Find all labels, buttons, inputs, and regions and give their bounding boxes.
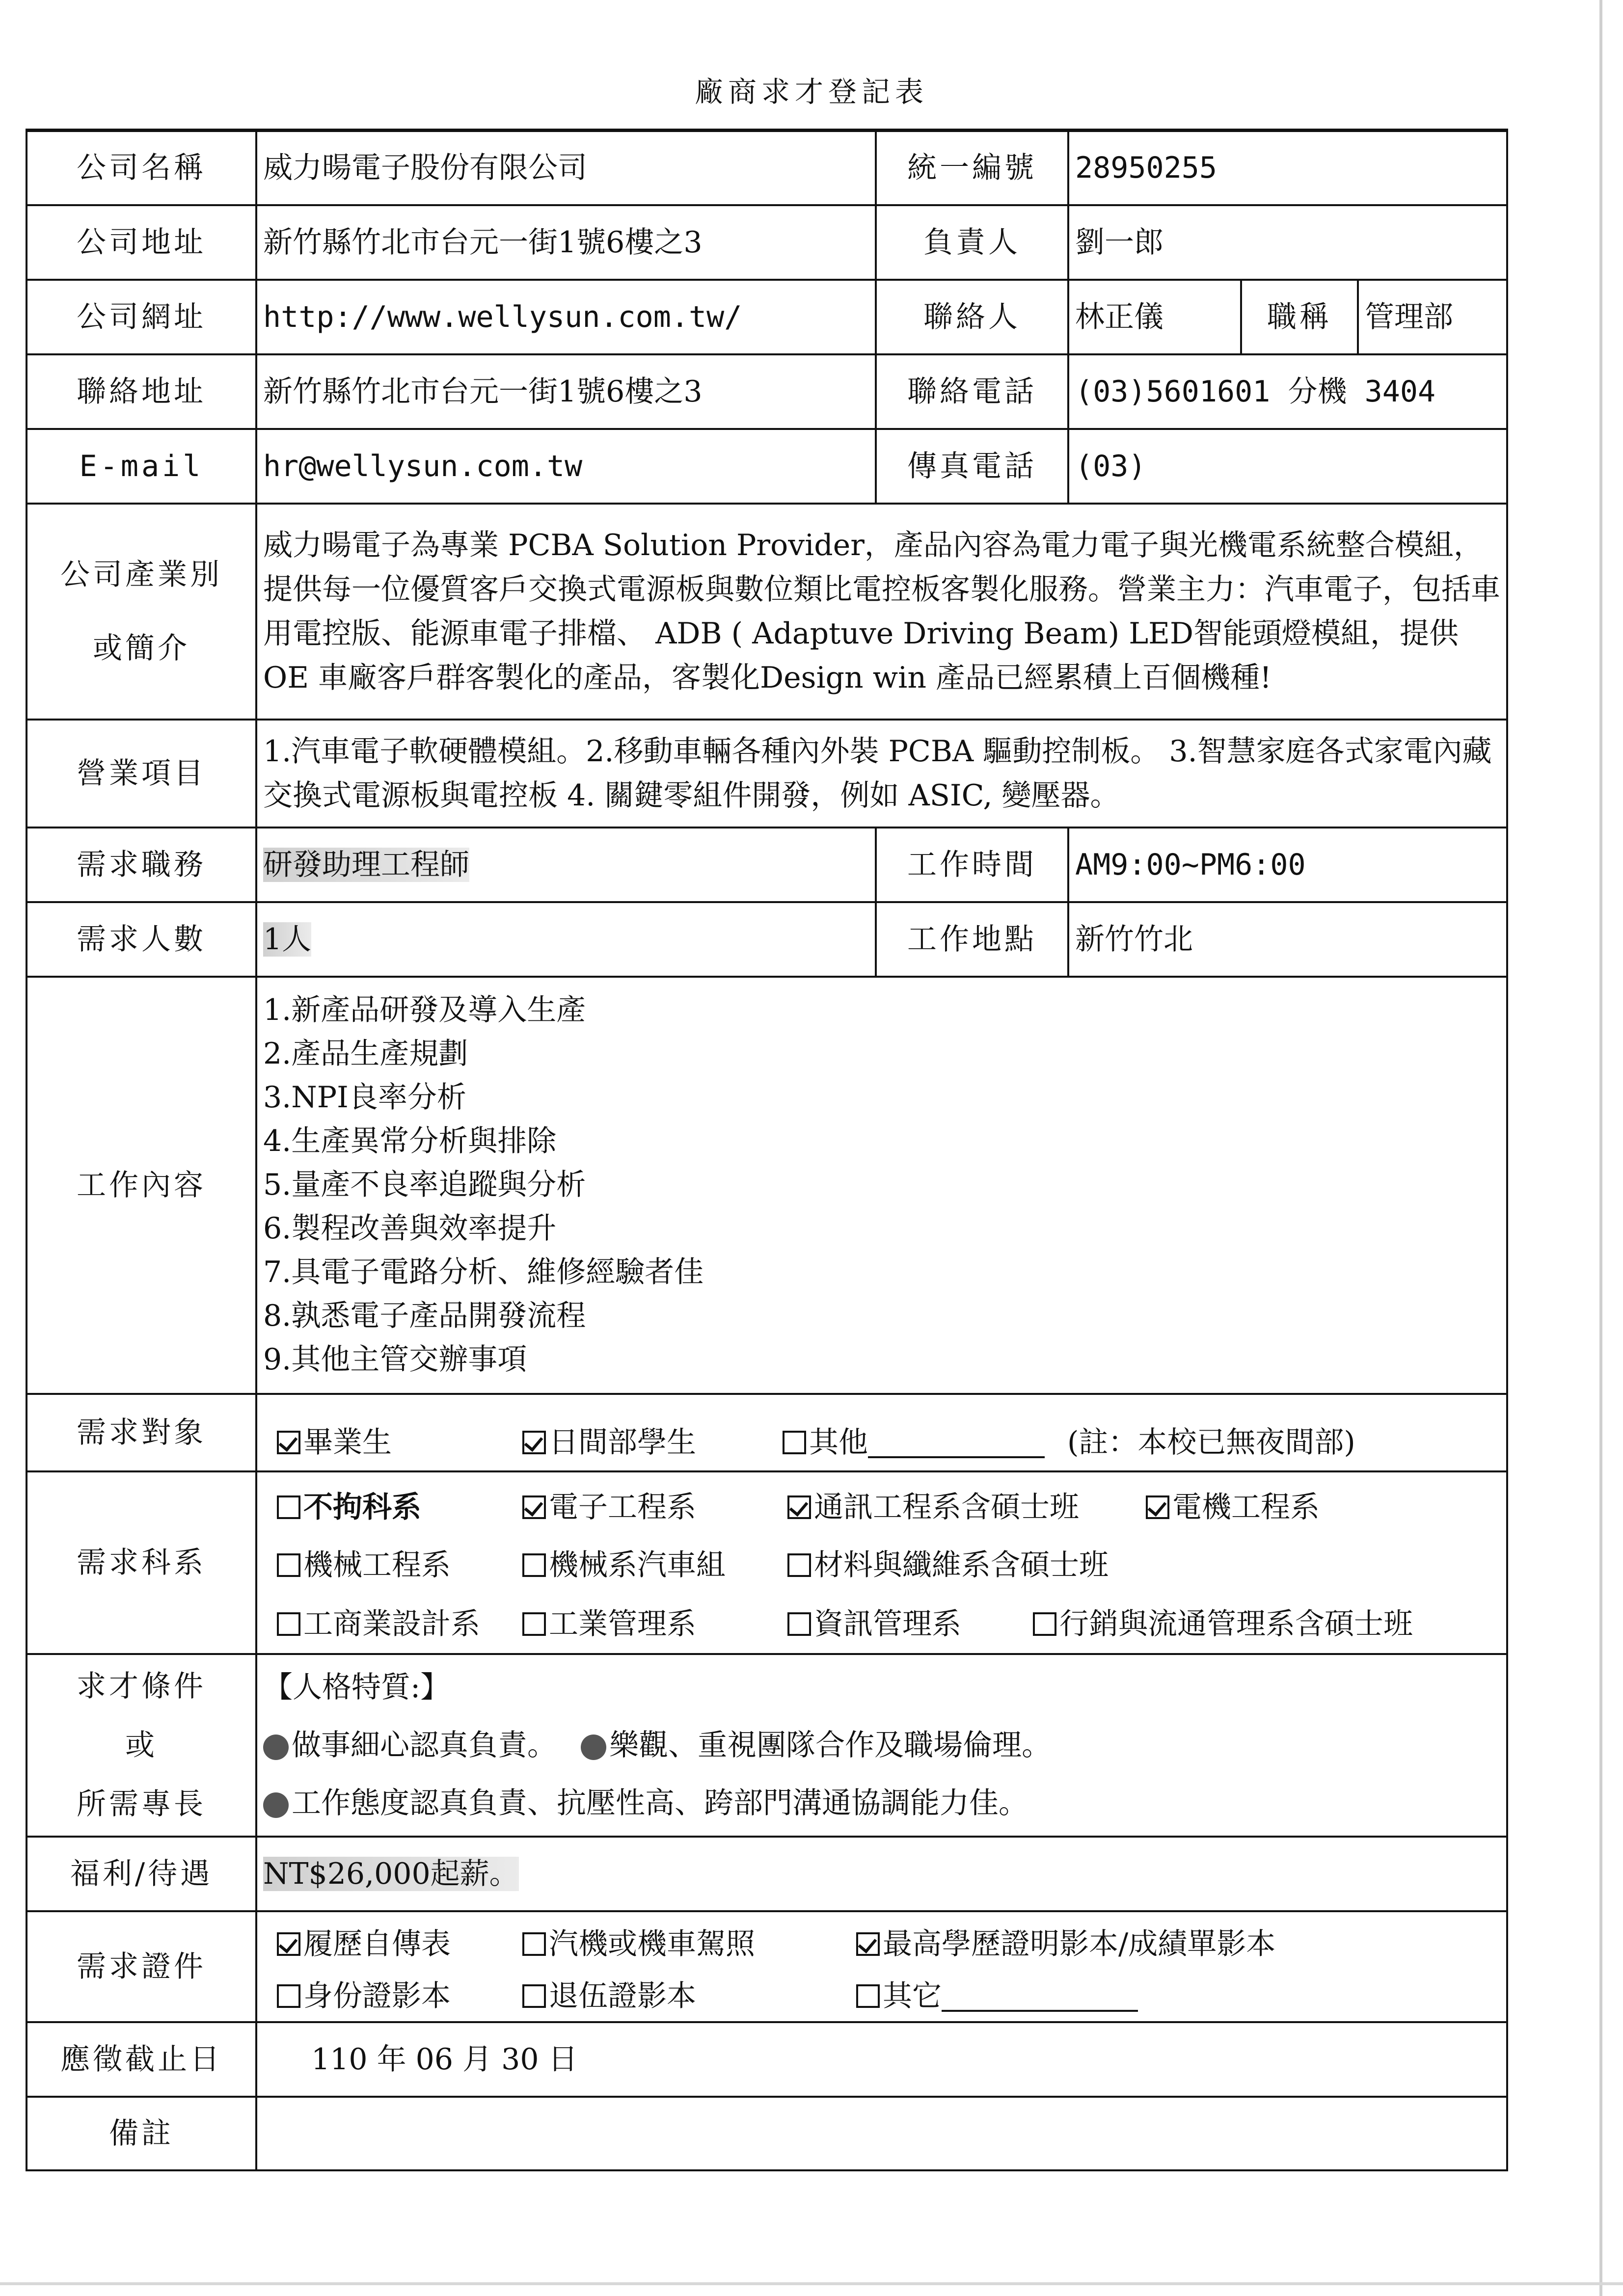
row-conditions — [27, 1654, 1507, 1837]
dept-design-label: 工商業設計系 — [303, 1606, 480, 1641]
scan-bottom-line — [0, 2282, 1623, 2285]
headcount: 1人 — [263, 922, 312, 957]
target-other-option[interactable] — [783, 1420, 1045, 1465]
doc-discharge-option[interactable] — [522, 1974, 696, 2018]
target-other-blank[interactable] — [868, 1427, 1045, 1458]
row-remarks — [27, 2097, 1507, 2170]
company-intro: 威力暘電子為專業 PCBA Solution Provider，產品內容為電力電子與光機電系統整合模組，提供每一位優質客戶交換式電源板與數位類比電控板客製化服務。營業主力：汽車電子，包括車用電控版、能源車電子排檔、 ADB ( Adaptuve Driving Beam) LED智能頭燈模組，提供OE 車廠客戶群客製化的產品，客製化Design win 產品已經累積上百個機種! — [256, 504, 1507, 720]
tax-id: 28950255 — [1068, 131, 1507, 205]
row-email — [27, 429, 1507, 504]
row-target — [27, 1394, 1507, 1471]
checkbox-empty[interactable] — [522, 1553, 546, 1577]
label-website: 公司網址 — [27, 280, 256, 354]
conditions-line2 — [263, 1774, 1500, 1832]
duties-list — [256, 977, 1507, 1394]
duty-item: 3.NPI良率分析 — [263, 1080, 466, 1115]
label-contact: 聯絡人 — [876, 280, 1068, 354]
bullet-icon — [581, 1735, 606, 1760]
checkbox-checked[interactable] — [277, 1431, 300, 1454]
form-title: 廠商求才登記表 — [694, 75, 928, 108]
row-duties — [27, 977, 1507, 1394]
dept-any-option[interactable] — [277, 1485, 421, 1529]
remarks-field[interactable] — [256, 2097, 1507, 2170]
deadline-date: 110 年 06 月 30 日 — [256, 2022, 1507, 2097]
label-remarks: 備註 — [27, 2097, 256, 2170]
checkbox-empty[interactable] — [522, 1612, 546, 1636]
contact-position: 管理部 — [1358, 280, 1507, 354]
duty-item: 6.製程改善與效率提升 — [263, 1211, 557, 1246]
condition-item: 樂觀、重視團隊合作及職場倫理。 — [609, 1728, 1052, 1762]
label-intro-line2: 或簡介 — [93, 631, 190, 666]
row-company-name — [27, 131, 1507, 205]
checkbox-empty[interactable] — [1033, 1612, 1056, 1636]
label-position: 職稱 — [1241, 280, 1358, 354]
conditions-line1 — [263, 1716, 1500, 1774]
label-company-name: 公司名稱 — [27, 131, 256, 205]
job-title: 研發助理工程師 — [263, 847, 469, 882]
label-fax: 傳真電話 — [876, 429, 1068, 504]
doc-other-option[interactable] — [856, 1974, 1138, 2018]
company-website: http://www.wellysun.com.tw/ — [256, 280, 876, 354]
work-location: 新竹竹北 — [1068, 902, 1507, 977]
department-options — [256, 1471, 1507, 1654]
dept-mechanical-label: 機械工程系 — [303, 1548, 451, 1582]
dept-info-mgmt-label: 資訊管理系 — [814, 1606, 961, 1641]
duty-item: 8.孰悉電子產品開發流程 — [263, 1299, 586, 1333]
label-email: E-mail — [27, 429, 256, 504]
label-conditions-line1: 求才條件 — [77, 1669, 206, 1704]
label-business: 營業項目 — [27, 720, 256, 828]
label-owner: 負責人 — [876, 205, 1068, 280]
contact-phone: (03)5601601 分機 3404 — [1068, 354, 1507, 429]
dept-industrial-mgmt-label: 工業管理系 — [549, 1606, 696, 1641]
bullet-icon — [263, 1792, 289, 1818]
label-conditions-line3: 所需專長 — [77, 1787, 206, 1821]
duty-item: 5.量產不良率追蹤與分析 — [263, 1168, 586, 1202]
label-intro — [27, 504, 256, 720]
checkbox-empty[interactable] — [787, 1612, 811, 1636]
job-title-cell — [256, 828, 876, 902]
dept-any-label: 不拘科系 — [303, 1490, 421, 1524]
row-mail-address — [27, 354, 1507, 429]
dept-info-mgmt-option[interactable] — [787, 1602, 961, 1646]
label-tax-id: 統一編號 — [876, 131, 1068, 205]
doc-diploma-option[interactable] — [856, 1922, 1275, 1966]
label-benefits: 福利/待遇 — [27, 1837, 256, 1911]
dept-electrical-label: 電機工程系 — [1172, 1490, 1320, 1524]
checkbox-empty[interactable] — [783, 1431, 806, 1454]
checkbox-empty[interactable] — [277, 1553, 300, 1577]
doc-diploma-label: 最高學歷證明影本/成績單影本 — [883, 1926, 1276, 1961]
doc-other-label: 其它 — [883, 1978, 942, 2013]
label-duties: 工作內容 — [27, 977, 256, 1394]
doc-license-option[interactable] — [522, 1922, 755, 1966]
checkbox-checked[interactable] — [787, 1495, 811, 1519]
dept-marketing-option[interactable] — [1033, 1602, 1413, 1646]
label-phone: 聯絡電話 — [876, 354, 1068, 429]
mail-address: 新竹縣竹北市台元一街1號6樓之3 — [256, 354, 876, 429]
target-graduate-option[interactable] — [277, 1420, 392, 1465]
label-deadline: 應徵截止日 — [27, 2022, 256, 2097]
dept-electrical-option[interactable] — [1146, 1485, 1320, 1529]
checkbox-empty[interactable] — [856, 1984, 880, 2008]
target-day-student-label: 日間部學生 — [549, 1425, 696, 1460]
headcount-cell — [256, 902, 876, 977]
dept-design-option[interactable] — [277, 1602, 480, 1646]
checkbox-checked[interactable] — [522, 1495, 546, 1519]
company-email: hr@wellysun.com.tw — [256, 429, 876, 504]
checkbox-empty[interactable] — [277, 1984, 300, 2008]
row-job-title — [27, 828, 1507, 902]
dept-marketing-label: 行銷與流通管理系含碩士班 — [1059, 1606, 1413, 1641]
doc-discharge-label: 退伍證影本 — [549, 1978, 696, 2013]
dept-materials-label: 材料與纖維系含碩士班 — [814, 1548, 1109, 1582]
company-owner: 劉一郎 — [1068, 205, 1507, 280]
work-hours: AM9:00~PM6:00 — [1068, 828, 1507, 902]
duty-item: 2.產品生產規劃 — [263, 1037, 468, 1071]
doc-id-label: 身份證影本 — [303, 1978, 451, 2013]
benefits-cell — [256, 1837, 1507, 1911]
condition-item: 工作態度認真負責、抗壓性高、跨部門溝通協調能力佳。 — [292, 1786, 1028, 1820]
label-conditions — [27, 1654, 256, 1837]
doc-id-option[interactable] — [277, 1974, 451, 2018]
dept-mechanical-option[interactable] — [277, 1543, 451, 1587]
checkbox-checked[interactable] — [277, 1932, 300, 1956]
target-options — [256, 1394, 1507, 1471]
conditions-content — [256, 1654, 1507, 1837]
dept-materials-option[interactable] — [787, 1543, 1109, 1587]
label-location: 工作地點 — [876, 902, 1068, 977]
label-target: 需求對象 — [27, 1394, 256, 1471]
duty-item: 1.新產品研發及導入生產 — [263, 993, 586, 1027]
row-website — [27, 280, 1507, 354]
label-documents: 需求證件 — [27, 1911, 256, 2022]
duty-item: 9.其他主管交辦事項 — [263, 1342, 527, 1377]
doc-other-blank[interactable] — [942, 1980, 1138, 2012]
checkbox-empty[interactable] — [522, 1984, 546, 2008]
company-name: 威力暘電子股份有限公司 — [256, 131, 876, 205]
duty-item: 7.具電子電路分析、維修經驗者佳 — [263, 1255, 704, 1289]
row-intro — [27, 504, 1507, 720]
row-deadline — [27, 2022, 1507, 2097]
row-headcount — [27, 902, 1507, 977]
checkbox-checked[interactable] — [522, 1431, 546, 1454]
registration-form — [26, 129, 1508, 2171]
target-other-label: 其他 — [809, 1425, 868, 1460]
label-mail-address: 聯絡地址 — [27, 354, 256, 429]
label-intro-line1: 公司產業別 — [60, 557, 222, 592]
label-headcount: 需求人數 — [27, 902, 256, 977]
dept-communications-option[interactable] — [787, 1485, 1079, 1529]
condition-item: 做事細心認真負責。 — [292, 1728, 557, 1762]
checkbox-checked[interactable] — [856, 1932, 880, 1956]
business-items: 1.汽車電子軟硬體模組。2.移動車輛各種內外裝 PCBA 驅動控制板。 3.智慧家庭各式家電內藏交換式電源板與電控板 4. 關鍵零組件開發，例如 ASIC, 變壓器。 — [256, 720, 1507, 828]
target-graduate-label: 畢業生 — [303, 1425, 392, 1460]
dept-electronics-option[interactable] — [522, 1485, 696, 1529]
company-fax: (03) — [1068, 429, 1507, 504]
target-day-student-option[interactable] — [522, 1420, 696, 1465]
company-address: 新竹縣竹北市台元一街1號6樓之3 — [256, 205, 876, 280]
doc-license-label: 汽機或機車駕照 — [549, 1926, 755, 1961]
scan-edge-line — [1599, 0, 1602, 2296]
row-benefits — [27, 1837, 1507, 1911]
label-address: 公司地址 — [27, 205, 256, 280]
doc-resume-option[interactable] — [277, 1922, 451, 1966]
checkbox-empty[interactable] — [522, 1932, 546, 1956]
row-documents — [27, 1911, 1507, 2022]
checkbox-empty[interactable] — [277, 1612, 300, 1636]
row-departments — [27, 1471, 1507, 1654]
checkbox-empty[interactable] — [787, 1553, 811, 1577]
row-address — [27, 205, 1507, 280]
row-business — [27, 720, 1507, 828]
dept-automotive-label: 機械系汽車組 — [549, 1548, 726, 1582]
doc-resume-label: 履歷自傳表 — [303, 1926, 451, 1961]
label-job-title: 需求職務 — [27, 828, 256, 902]
document-options — [256, 1911, 1507, 2022]
benefits-text: NT$26,000起薪。 — [263, 1856, 519, 1891]
conditions-heading: 【人格特質:】 — [263, 1670, 450, 1705]
target-note: (註：本校已無夜間部) — [1067, 1425, 1355, 1460]
bullet-icon — [263, 1735, 289, 1760]
dept-communications-label: 通訊工程系含碩士班 — [814, 1490, 1079, 1524]
dept-automotive-option[interactable] — [522, 1543, 726, 1587]
checkbox-checked[interactable] — [1146, 1495, 1169, 1519]
dept-industrial-mgmt-option[interactable] — [522, 1602, 696, 1646]
label-conditions-line2: 或 — [125, 1728, 158, 1762]
contact-person: 林正儀 — [1068, 280, 1241, 354]
dept-electronics-label: 電子工程系 — [549, 1490, 696, 1524]
duty-item: 4.生產異常分析與排除 — [263, 1124, 557, 1158]
label-hours: 工作時間 — [876, 828, 1068, 902]
checkbox-empty[interactable] — [277, 1495, 300, 1519]
label-departments: 需求科系 — [27, 1471, 256, 1654]
